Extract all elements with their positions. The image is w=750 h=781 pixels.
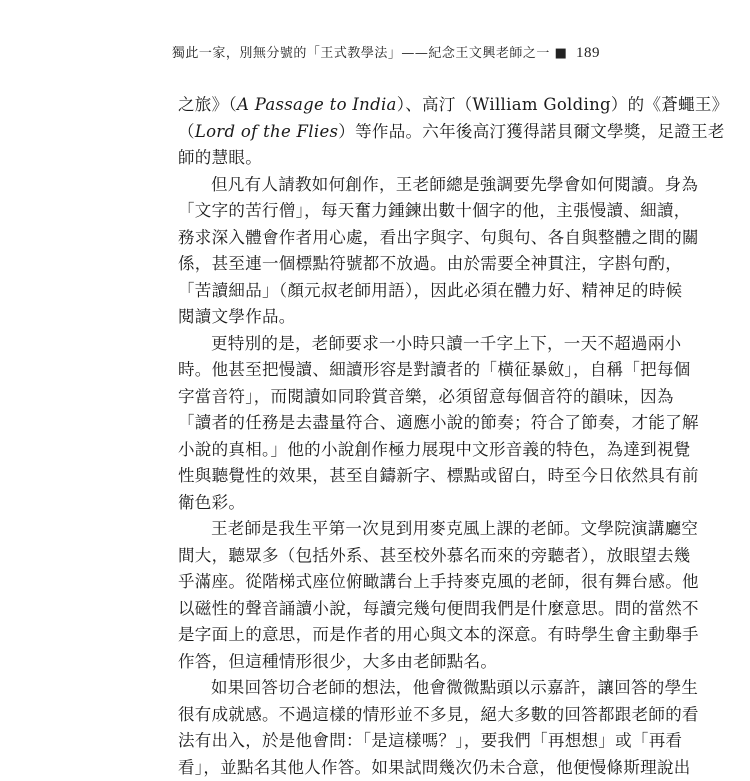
text-line: 乎滿座。從階梯式座位俯瞰講台上手持麥克風的老師，很有舞台感。他 [178,569,598,596]
running-title: 獨此一家，別無分號的「王式教學法」——紀念王文興老師之一 [172,46,550,61]
text-line: 性與聽覺性的效果，甚至自鑄新字、標點或留白，時至今日依然具有前 [178,463,598,490]
text-line: 「苦讀細品」（顏元叔老師用語），因此必須在體力好、精神足的時候 [178,278,598,305]
text-line: 很有成就感。不過這樣的情形並不多見，絕大多數的回答都跟老師的看 [178,702,598,729]
header-separator: ■ [555,46,568,61]
text-line: 如果回答切合老師的想法，他會微微點頭以示嘉許，讓回答的學生 [178,675,598,702]
body-text [178,92,598,781]
text-line: 係，甚至連一個標點符號都不放過。由於需要全神貫注，字斟句酌， [178,251,598,278]
page-number: 189 [576,45,600,61]
text-line: 以磁性的聲音誦讀小說，每讀完幾句便問我們是什麼意思。問的當然不 [178,596,598,623]
text-line: 師的慧眼。 [178,145,598,172]
text-line: 衛色彩。 [178,490,598,517]
text-line: （Lord of the Flies）等作品。六年後高汀獲得諾貝爾文學獎，足證王老 [178,119,598,146]
text-line: 是字面上的意思，而是作者的用心與文本的深意。有時學生會主動舉手 [178,622,598,649]
text-line: 之旅》（A Passage to India）、高汀（William Golding）的《蒼蠅王》 [178,92,598,119]
text-line: 但凡有人請教如何創作，王老師總是強調要先學會如何閱讀。身為 [178,172,598,199]
text-line: 王老師是我生平第一次見到用麥克風上課的老師。文學院演講廳空 [178,516,598,543]
text-line: 更特別的是，老師要求一小時只讀一千字上下，一天不超過兩小 [178,331,598,358]
text-line: 作答，但這種情形很少，大多由老師點名。 [178,649,598,676]
text-line: 字當音符」，而閱讀如同聆賞音樂，必須留意每個音符的韻味，因為 [178,384,598,411]
text-line: 務求深入體會作者用心處，看出字與字、句與句、各自與整體之間的關 [178,225,598,252]
text-line: 「文字的苦行僧」，每天奮力鍾鍊出數十個字的他，主張慢讀、細讀， [178,198,598,225]
text-line: 法有出入，於是他會問：「是這樣嗎？」，要我們「再想想」或「再看 [178,728,598,755]
text-line: 小說的真相。」他的小說創作極力展現中文形音義的特色，為達到視覺 [178,437,598,464]
text-line: 閱讀文學作品。 [178,304,598,331]
text-line: 時。他甚至把慢讀、細讀形容是對讀者的「橫征暴斂」，自稱「把每個 [178,357,598,384]
book-title-italic: A Passage to India [237,95,397,114]
book-title-italic: Lord of the Flies [195,122,338,141]
text-line: 看」，並點名其他人作答。如果試問幾次仍未合意，他便慢條斯理說出 [178,755,598,781]
text-line: 間大，聽眾多（包括外系、甚至校外慕名而來的旁聽者），放眼望去幾 [178,543,598,570]
text-line: 「讀者的任務是去盡量符合、適應小說的節奏；符合了節奏，才能了解 [178,410,598,437]
running-header [172,42,600,62]
